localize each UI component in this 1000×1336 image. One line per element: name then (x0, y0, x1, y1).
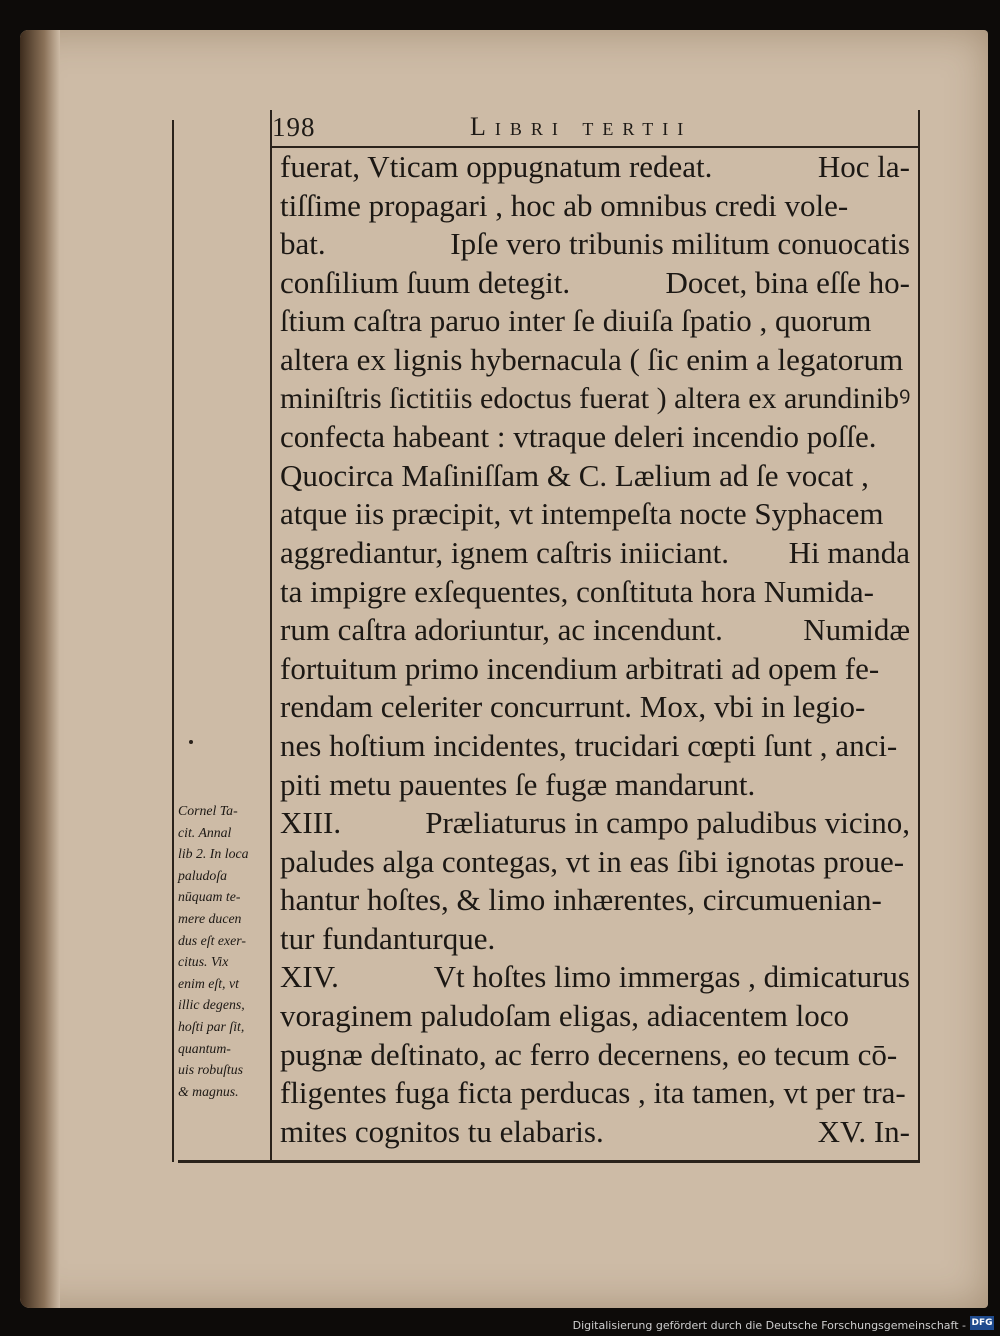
text-line (280, 302, 910, 341)
marginal-note-line: lib 2. In loca (178, 846, 249, 862)
text-segment: XIII. (280, 805, 342, 841)
text-segment: XV. In- (817, 1113, 910, 1149)
text-line (280, 225, 910, 264)
text-segment: XIV. (280, 959, 339, 995)
digitization-footer (0, 1308, 1000, 1336)
marginal-note-line: & magnus. (178, 1083, 239, 1099)
text-segment: fortuitum primo incendium arbitrati ad opem fe- (280, 650, 880, 686)
marginal-note-line: illic degens, (178, 997, 245, 1013)
text-segment: aggrediantur, ignem caſtris iniiciant. (280, 534, 729, 570)
marginal-note-line: uis robuſtus (178, 1062, 244, 1078)
text-segment: tur fundanturque. (280, 920, 496, 956)
text-segment: fuerat, Vticam oppugnatum redeat. (280, 149, 713, 184)
text-line (280, 457, 910, 496)
text-segment: Ipſe vero tribunis militum conuocatis (450, 226, 910, 262)
text-line (280, 804, 910, 843)
text-line (280, 688, 910, 727)
marginal-mark (189, 740, 193, 744)
page-header (270, 112, 920, 146)
text-line (280, 573, 910, 612)
text-segment: atque iis præcipit, vt intempeſta nocte Syphacem (280, 496, 884, 532)
left-margin-rule (172, 120, 174, 1162)
text-segment: ta impigre exſequentes, conſtituta hora Numida- (280, 573, 874, 609)
text-segment: ſtium caſtra paruo inter ſe diuiſa ſpatio , quorum (280, 303, 872, 339)
text-segment: Vt hoſtes limo immergas , dimicaturus (433, 959, 910, 995)
text-line (280, 727, 910, 766)
text-line (280, 341, 910, 380)
marginal-note-line: nūquam te- (178, 889, 241, 905)
book-spine (20, 30, 60, 1308)
text-line (280, 766, 910, 805)
text-segment: conſilium ſuum detegit. (280, 264, 571, 300)
footer-credit: Digitalisierung gefördert durch die Deutsche Forschungsgemeinschaft - (572, 1319, 966, 1332)
text-line (280, 1036, 910, 1075)
text-segment: Quocirca Maſiniſſam & C. Lælium ad ſe vocat , (280, 457, 869, 493)
marginal-note-line: dus eſt exer- (178, 932, 246, 948)
marginal-note-line: quantum- (178, 1040, 231, 1056)
text-segment: Hoc la- (817, 149, 910, 184)
text-segment: piti metu pauentes ſe fugæ mandarunt. (280, 766, 756, 802)
text-line (280, 534, 910, 573)
text-segment: Docet, bina eſſe ho- (665, 264, 910, 300)
text-segment: fligentes fuga ficta perducas , ita tamen, vt per tra- (280, 1075, 906, 1111)
text-segment: confecta habeant : vtraque deleri incendio poſſe. (280, 419, 877, 455)
text-segment: paludes alga contegas, vt in eas ſibi ignotas proue- (280, 843, 905, 879)
text-segment: voraginem paludoſam eligas, adiacentem loco (280, 998, 849, 1034)
text-segment: Præliaturus in campo paludibus vicino, (425, 805, 910, 841)
text-segment: miniſtris ſictitiis edoctus fuerat ) altera ex arundinibꝰ (280, 381, 911, 415)
text-line (280, 920, 910, 959)
main-text-block (280, 148, 910, 1151)
text-line (280, 148, 910, 187)
text-line (280, 650, 910, 689)
text-line (280, 881, 910, 920)
text-line (280, 495, 910, 534)
text-line (280, 958, 910, 997)
text-segment: altera ex lignis hybernacula ( ſic enim a legatorum (280, 341, 904, 377)
text-segment: rendam celeriter concurrunt. Mox, vbi in legio- (280, 689, 866, 725)
text-line (280, 1074, 910, 1113)
marginal-note-line: cit. Annal (178, 824, 232, 840)
marginal-note (178, 800, 270, 1102)
text-segment: Numidæ (803, 612, 910, 648)
text-left-rule (270, 110, 272, 1160)
text-line (280, 418, 910, 457)
text-line (280, 380, 910, 419)
marginal-note-line: enim eſt, vt (178, 975, 239, 991)
text-segment: mites cognitos tu elabaris. (280, 1113, 604, 1149)
text-segment: nes hoſtium incidentes, trucidari cœpti ſunt , anci- (280, 727, 898, 763)
text-line (280, 1113, 910, 1152)
marginal-note-line: Cornel Ta- (178, 803, 238, 818)
text-line (280, 611, 910, 650)
text-line (280, 997, 910, 1036)
marginal-note-line: mere ducen (178, 910, 242, 926)
marginal-note-line: citus. Vix (178, 954, 229, 970)
text-segment: bat. (280, 226, 326, 262)
marginal-note-line: paludoſa (178, 867, 228, 883)
text-right-rule (918, 110, 920, 1160)
marginal-note-line: hoſti par ſit, (178, 1018, 245, 1034)
text-line (280, 843, 910, 882)
page-number: 198 (272, 112, 316, 142)
dfg-logo-icon: DFG (971, 1318, 993, 1328)
bottom-rule (178, 1160, 920, 1163)
running-head: Libri tertii (470, 112, 693, 141)
text-segment: pugnæ deſtinato, ac ferro decernens, eo tecum cō- (280, 1036, 898, 1072)
text-segment: Hi manda (788, 534, 910, 570)
text-segment: hantur hoſtes, & limo inhærentes, circumuenian- (280, 882, 882, 918)
text-segment: tiſſime propagari , hoc ab omnibus credi vole- (280, 187, 849, 223)
text-line (280, 264, 910, 303)
text-line (280, 187, 910, 226)
text-segment: rum caſtra adoriuntur, ac incendunt. (280, 612, 723, 648)
